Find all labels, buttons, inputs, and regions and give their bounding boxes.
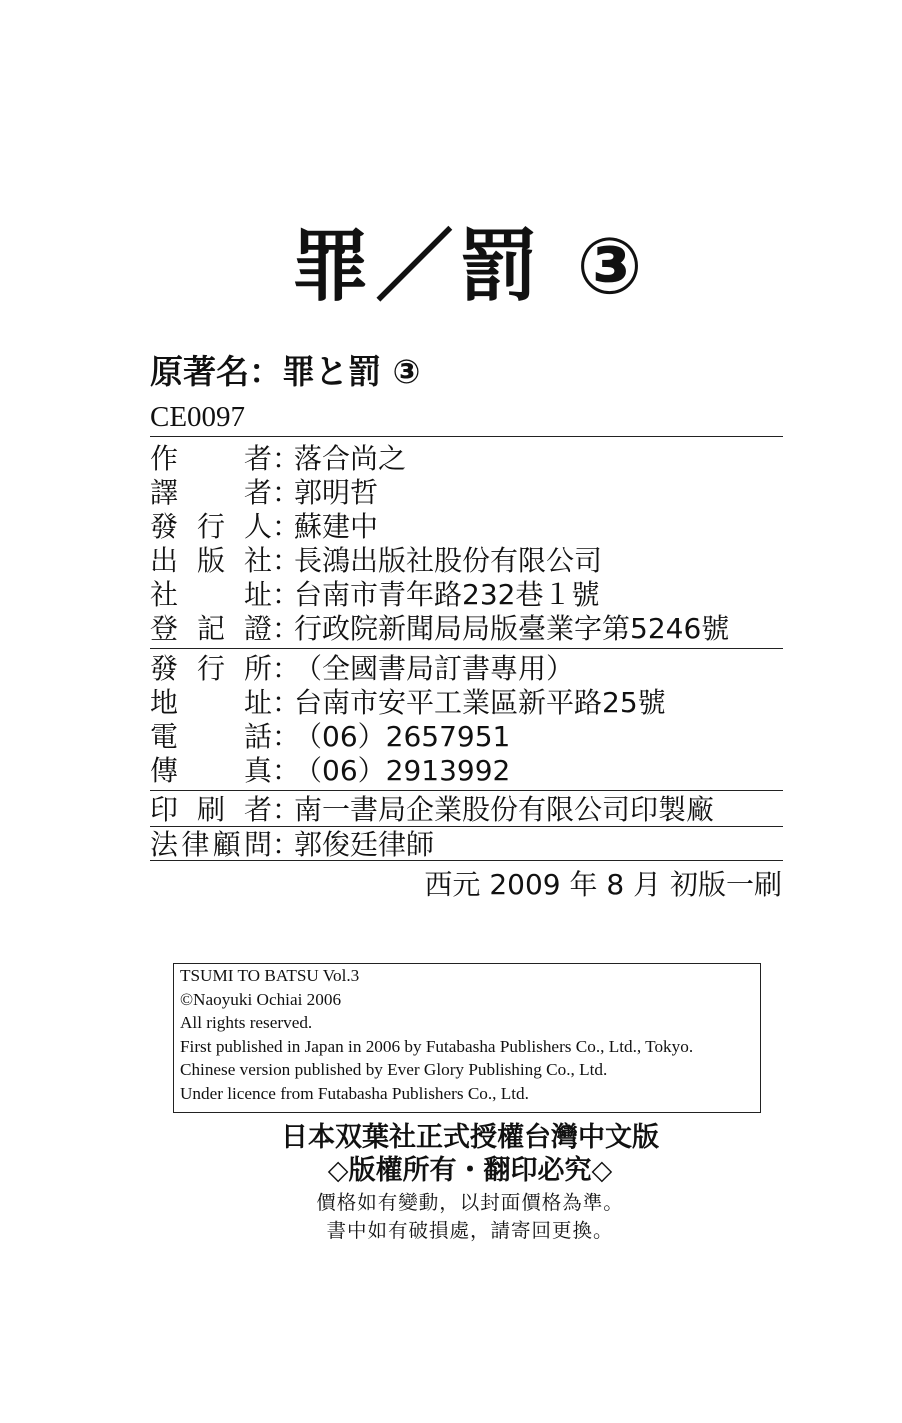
divider-legal <box>150 826 783 827</box>
edition-line: 西元 2009 年 8 月 初版一刷 <box>424 868 782 901</box>
info-label <box>150 544 272 578</box>
info-colon: ： <box>272 578 301 611</box>
info-label <box>150 442 272 476</box>
price-note: 價格如有變動，以封面價格為準。 <box>316 1191 624 1214</box>
info-label <box>150 612 272 646</box>
info-label-char: 址 <box>243 578 272 611</box>
info-label-char: 話 <box>243 720 272 753</box>
info-label-char: 址 <box>243 686 272 719</box>
info-colon: ： <box>272 754 301 787</box>
info-label-char: 印 <box>150 793 179 826</box>
info-label-char: 發 <box>150 652 179 685</box>
info-value: 行政院新聞局局版臺業字第5246號 <box>294 612 730 645</box>
info-row <box>150 828 434 862</box>
info-colon: ： <box>272 442 301 475</box>
divider-publisher <box>150 648 783 649</box>
info-colon: ： <box>272 652 301 685</box>
info-value: （06）2657951 <box>294 720 511 753</box>
info-value: 郭俊廷律師 <box>294 828 435 861</box>
info-row <box>150 544 602 578</box>
copyright-line: All rights reserved. <box>180 1013 313 1033</box>
info-label-char: 律 <box>181 828 210 861</box>
info-label-char: 者 <box>243 476 272 509</box>
copyright-line: TSUMI TO BATSU Vol.3 <box>180 966 360 985</box>
info-label-char: 發 <box>150 510 179 543</box>
copyright-line: First published in Japan in 2006 by Futabasha Publishers Co., Ltd., Tokyo. <box>180 1036 694 1056</box>
info-row <box>150 578 599 612</box>
info-label <box>150 510 272 544</box>
info-label-char: 登 <box>150 612 179 645</box>
info-value: 郭明哲 <box>294 476 379 509</box>
info-value: 長鴻出版社股份有限公司 <box>294 544 603 577</box>
info-colon: ： <box>272 793 301 826</box>
info-label-char: 者 <box>243 793 272 826</box>
info-row <box>150 476 378 510</box>
info-label <box>150 793 272 827</box>
info-colon: ： <box>272 510 301 543</box>
info-value: 落合尚之 <box>294 442 407 475</box>
info-label-char: 社 <box>243 544 272 577</box>
copyright-line: Chinese version published by Ever Glory Publishing Co., Ltd. <box>180 1060 608 1080</box>
info-label <box>150 476 272 510</box>
info-colon: ： <box>272 544 301 577</box>
info-label-char: 出 <box>150 544 179 577</box>
divider-printer <box>150 790 783 791</box>
info-row <box>150 793 714 827</box>
copyright-line: Under licence from Futabasha Publishers Co., Ltd. <box>180 1083 529 1103</box>
original-title: 原著名：罪と罰 ③ <box>150 352 421 391</box>
info-colon: ： <box>272 720 301 753</box>
info-value: 蘇建中 <box>294 510 379 543</box>
license-statement: 日本双葉社正式授權台灣中文版 <box>281 1122 659 1153</box>
info-row <box>150 612 729 646</box>
info-label-char: 所 <box>243 652 272 685</box>
info-row <box>150 652 574 686</box>
divider-top <box>150 436 783 437</box>
info-label-char: 地 <box>150 686 179 719</box>
info-row <box>150 754 510 788</box>
info-label-char: 顧 <box>212 828 241 861</box>
info-colon: ： <box>272 686 301 719</box>
catalog-code: CE0097 <box>150 401 246 433</box>
info-row <box>150 442 406 476</box>
info-colon: ： <box>272 612 301 645</box>
info-colon: ： <box>272 476 301 509</box>
copyright-box <box>173 963 761 1113</box>
info-label-char: 社 <box>150 578 179 611</box>
exchange-note: 書中如有破損處，請寄回更換。 <box>326 1219 614 1242</box>
info-label-char: 傳 <box>150 754 179 787</box>
info-label <box>150 578 272 612</box>
info-label <box>150 720 272 754</box>
info-label <box>150 652 272 686</box>
info-label <box>150 686 272 720</box>
info-label <box>150 828 272 862</box>
info-row <box>150 686 666 720</box>
info-row <box>150 720 510 754</box>
info-value: 南一書局企業股份有限公司印製廠 <box>294 793 715 826</box>
info-value: 台南市安平工業區新平路25號 <box>294 686 666 719</box>
info-label-char: 法 <box>150 828 179 861</box>
info-label-char: 電 <box>150 720 179 753</box>
rights-statement: ◇版權所有・翻印必究◇ <box>327 1155 613 1186</box>
info-label-char: 證 <box>243 612 272 645</box>
info-label-char: 者 <box>243 442 272 475</box>
info-label-char: 譯 <box>150 476 179 509</box>
info-label <box>150 754 272 788</box>
info-label-char: 行 <box>196 510 225 543</box>
info-label-char: 行 <box>196 652 225 685</box>
info-value: （全國書局訂書專用） <box>294 652 575 685</box>
info-label-char: 版 <box>196 544 225 577</box>
info-value: （06）2913992 <box>294 754 511 787</box>
info-colon: ： <box>272 828 301 861</box>
info-row <box>150 510 378 544</box>
info-label-char: 人 <box>243 510 272 543</box>
book-title: 罪／罰 ③ <box>291 222 649 312</box>
info-label-char: 真 <box>243 754 272 787</box>
copyright-line: ©Naoyuki Ochiai 2006 <box>180 989 342 1009</box>
info-label-char: 刷 <box>196 793 225 826</box>
info-value: 台南市青年路232巷１號 <box>294 578 600 611</box>
info-label-char: 問 <box>243 828 272 861</box>
info-label-char: 記 <box>196 612 225 645</box>
divider-bottom <box>150 860 783 861</box>
info-label-char: 作 <box>150 442 179 475</box>
